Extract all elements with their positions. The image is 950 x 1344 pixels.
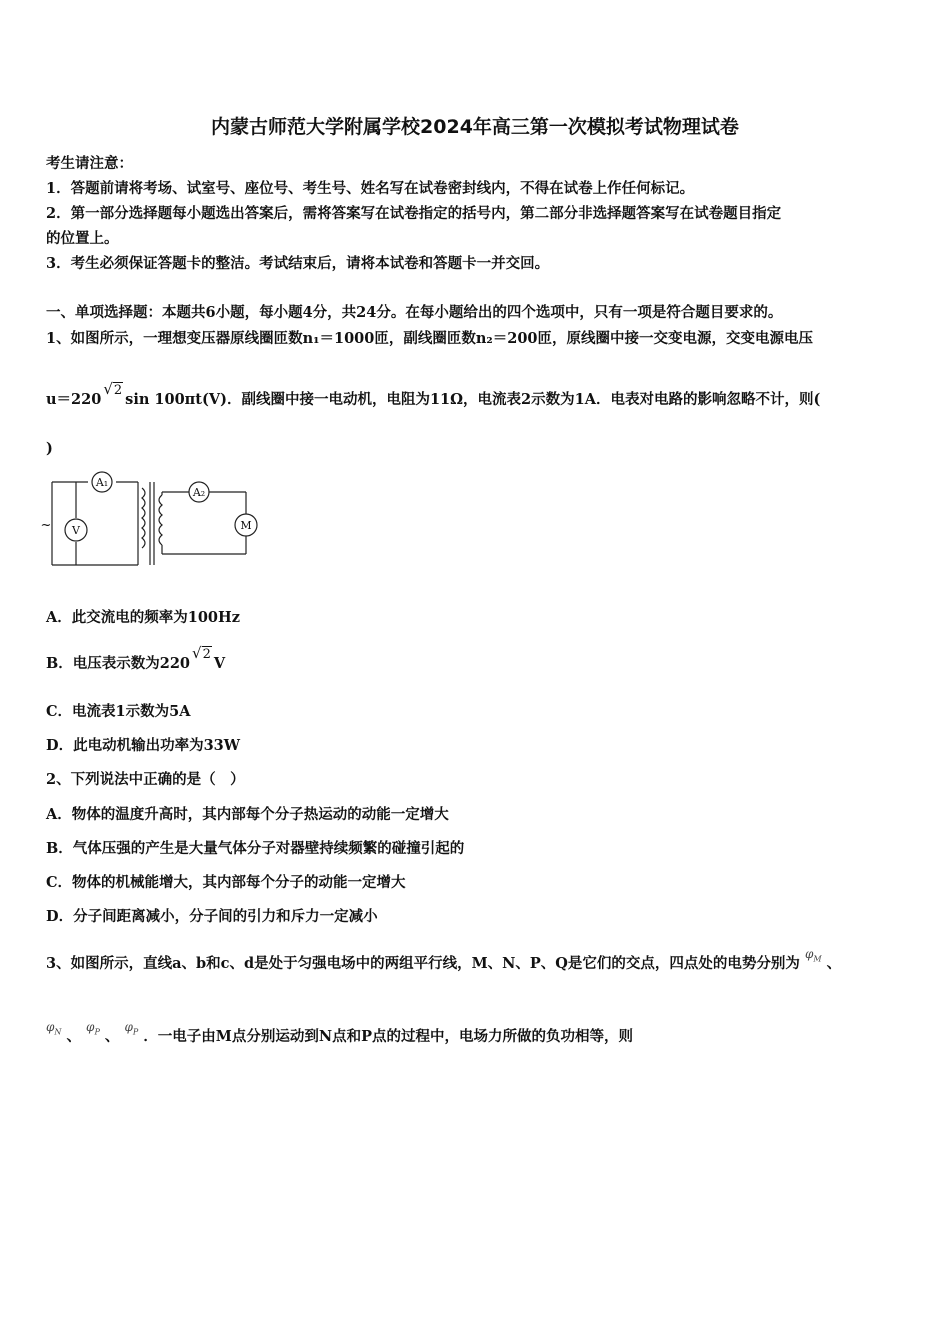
q3-sep-2: 、 — [66, 1028, 81, 1045]
phi-m-symbol — [805, 947, 822, 964]
q1-option-c: C．电流表1示数为5A — [46, 703, 191, 720]
q3-stem-text: 3、如图所示，直线a、b和c、d是处于匀强电场中的两组平行线，M、N、P、Q是它们的交点，四点处的电势分别为 — [46, 955, 800, 972]
phi-p-symbol-1 — [86, 1020, 100, 1037]
notice-item-1: 1．答题前请将考场、试室号、座位号、考生号、姓名写在试卷密封线内，不得在试卷上作任何标记。 — [46, 180, 695, 197]
phi-p-1: φ — [86, 1020, 95, 1034]
sqrt-arg: 2 — [113, 383, 123, 398]
notice-item-2-cont: 的位置上。 — [46, 230, 119, 247]
q2-stem: 2、下列说法中正确的是（ ） — [46, 771, 245, 788]
phi-p-symbol-2 — [124, 1020, 139, 1037]
phi-n-sub: N — [54, 1027, 62, 1037]
sqrt-symbol-b: √2 — [192, 644, 211, 662]
q1-stem-line2 — [46, 380, 821, 409]
q2-option-d: D．分子间距离减小，分子间的引力和斥力一定减小 — [46, 908, 378, 925]
q1-voltage-suffix: sin 100πt(V)．副线圈中接一电动机，电阻为11Ω，电流表2示数为1A．电表对电路的影响忽略不计，则( — [125, 391, 821, 408]
phi-n-symbol — [46, 1020, 62, 1037]
q3-stem-line2 — [46, 1020, 634, 1046]
q3-sep-1: 、 — [826, 955, 842, 972]
q1-option-b — [46, 644, 226, 673]
primary-coil — [142, 488, 145, 548]
phi-n: φ — [46, 1020, 55, 1034]
phi-m-sub: M — [813, 954, 822, 964]
page-title: 内蒙古师范大学附属学校2024年高三第一次模拟考试物理试卷 — [211, 116, 739, 138]
phi-m: φ — [805, 947, 814, 961]
section-heading: 一、单项选择题：本题共6小题，每小题4分，共24分。在每小题给出的四个选项中，只有一项是符合题目要求的。 — [46, 304, 783, 321]
sqrt-symbol: √2 — [103, 380, 123, 398]
q3-stem-line1 — [46, 947, 842, 973]
q2-option-a: A．物体的温度升高时，其内部每个分子热运动的动能一定增大 — [46, 806, 449, 823]
q1-option-d: D．此电动机输出功率为33W — [46, 737, 241, 754]
ac-source-label: ~ — [40, 518, 52, 533]
transformer-circuit-diagram — [40, 470, 276, 572]
q1-option-a: A．此交流电的频率为100Hz — [46, 609, 240, 626]
q1-stem-line3: ) — [46, 440, 53, 457]
phi-p-2: φ — [124, 1020, 133, 1034]
phi-p-1-sub: P — [94, 1027, 100, 1037]
notice-heading: 考生请注意： — [46, 155, 133, 172]
sqrt-arg-b: 2 — [202, 647, 211, 662]
q3-stem-line2-text: ．一电子由M点分别运动到N点和P点的过程中，电场力所做的负功相等，则 — [143, 1028, 634, 1045]
secondary-coil — [159, 495, 162, 545]
q1-stem-line1: 1、如图所示，一理想变压器原线圈匝数n₁＝1000匝，副线圈匝数n₂＝200匝，原线圈中接一交变电源，交变电源电压 — [46, 330, 813, 347]
ammeter-a2-label: A₂ — [192, 486, 206, 499]
ammeter-a1-label: A₁ — [95, 476, 109, 489]
motor-label: M — [240, 519, 252, 532]
voltmeter-label: V — [72, 524, 80, 537]
q1-voltage-prefix: u＝220 — [46, 391, 102, 408]
notice-item-3: 3．考生必须保证答题卡的整洁。考试结束后，请将本试卷和答题卡一并交回。 — [46, 255, 550, 272]
q1-option-b-suffix: V — [213, 655, 226, 672]
phi-p-2-sub: P — [132, 1027, 139, 1037]
q1-option-b-prefix: B．电压表示数为220 — [46, 655, 191, 672]
notice-item-2: 2．第一部分选择题每小题选出答案后，需将答案写在试卷指定的括号内，第二部分非选择题答案写在试卷题目指定 — [46, 205, 782, 222]
q3-sep-3: 、 — [104, 1028, 120, 1045]
q2-option-c: C．物体的机械能增大，其内部每个分子的动能一定增大 — [46, 874, 406, 891]
q2-option-b: B．气体压强的产生是大量气体分子对器壁持续频繁的碰撞引起的 — [46, 840, 465, 857]
